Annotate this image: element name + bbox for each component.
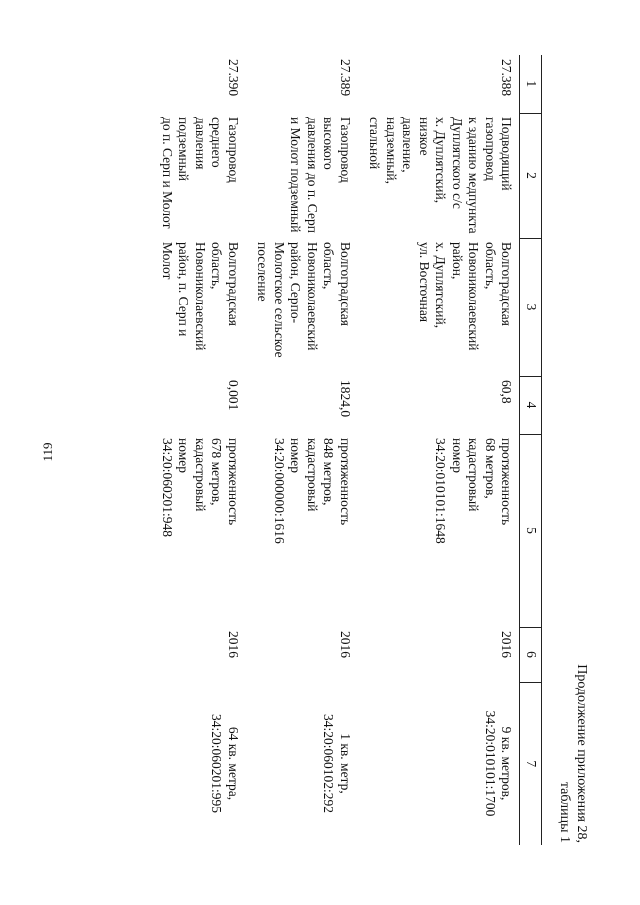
object-address <box>358 238 520 376</box>
cell-line: х. Дуплятский, <box>433 242 449 329</box>
header-cell: 3 <box>520 238 542 376</box>
cell-line: номер <box>288 438 304 474</box>
cell-line: кадастровый <box>193 438 208 512</box>
object-name <box>151 113 247 238</box>
object-characteristic <box>246 434 358 627</box>
row-number: 27.390 <box>226 59 241 97</box>
object-year: 2016 <box>338 631 353 658</box>
object-characteristic <box>151 434 247 627</box>
rotated-table-area <box>110 55 590 845</box>
table-row <box>151 55 247 845</box>
header-cell: 2 <box>520 113 542 238</box>
cell-line: Волгоградская область, <box>483 242 515 326</box>
object-value: 60,8 <box>499 380 515 404</box>
cell-line: номер <box>450 438 465 474</box>
cell-line: Подводящий газопровод <box>483 117 515 191</box>
cell-line: район, Серпо- <box>288 242 304 324</box>
cell-line: Волгоградская область, <box>321 242 353 326</box>
cell-line: 68 метров, <box>483 438 498 499</box>
caption-line-1: Продолжение приложения 28, <box>574 664 589 843</box>
cell-line: стальной <box>367 117 383 170</box>
cell-line: Дуплятского с/с <box>450 117 465 209</box>
cell-line: Новониколаевский <box>466 242 482 351</box>
cell-line: к зданию медпункта <box>466 117 482 234</box>
cell-line: 1 кв. метр, <box>338 733 353 794</box>
header-cell: 1 <box>520 55 542 113</box>
cell-line: кадастровый <box>305 438 320 512</box>
object-year: 2016 <box>226 631 241 658</box>
cell-line: 34:20:060201:995 <box>209 713 225 813</box>
cell-line: протяженность <box>499 438 515 526</box>
cell-line: Новониколаевский <box>193 242 208 351</box>
object-address <box>246 238 358 376</box>
object-address <box>151 238 247 376</box>
header-cell: 5 <box>520 434 542 627</box>
object-area <box>246 682 358 845</box>
cell-line: и Молот подземный <box>288 117 304 233</box>
cell-line: Волгоградская область, <box>209 242 241 326</box>
cell-line: х. Дуплятский, низкое <box>417 117 449 204</box>
row-number: 27.389 <box>338 59 353 97</box>
cell-line: поселение <box>255 242 271 302</box>
object-name <box>358 113 520 238</box>
page-number: 119 <box>40 442 55 462</box>
cell-line: Новониколаевский <box>305 242 320 351</box>
object-year: 2016 <box>499 631 515 658</box>
cell-line: район, <box>450 242 465 280</box>
cell-line: 9 кв. метров, <box>499 726 515 801</box>
header-cell: 4 <box>520 376 542 434</box>
cell-line: 678 метров, <box>209 438 225 506</box>
object-area <box>151 682 247 845</box>
cell-line: номер <box>176 438 192 474</box>
table-row <box>358 55 520 845</box>
object-value: 0,001 <box>226 380 241 411</box>
object-characteristic <box>358 434 520 627</box>
cell-line: 34:20:010101:1648 <box>433 438 449 544</box>
object-value: 1824,0 <box>338 380 353 418</box>
cell-line: 34:20:000000:1616 <box>272 438 287 544</box>
cell-line: 848 метров, <box>321 438 337 506</box>
header-row <box>520 55 542 845</box>
cell-line: протяженность <box>338 438 353 526</box>
row-number: 27.388 <box>499 59 515 97</box>
table-caption <box>556 495 590 843</box>
cell-line: 34:20:060201:948 <box>160 438 175 538</box>
cell-line: Газопровод среднего <box>209 117 241 183</box>
table-row <box>246 55 358 845</box>
cell-line: Газопровод высокого <box>321 117 353 183</box>
header-cell: 6 <box>520 627 542 682</box>
cell-line: давление, надземный, <box>384 117 416 185</box>
caption-line-2: таблицы 1 <box>557 781 572 843</box>
cell-line: давления подземный <box>176 117 208 182</box>
header-cell: 7 <box>520 682 542 845</box>
cell-line: кадастровый <box>466 438 482 512</box>
cell-line: ул. Восточная <box>417 242 432 323</box>
cell-line: до п. Серп и Молот <box>160 117 175 229</box>
cell-line: Молотское сельское <box>272 242 287 358</box>
cell-line: 34:20:010101:1700 <box>483 710 498 817</box>
object-name <box>246 113 358 238</box>
cell-line: 64 кв. метра, <box>226 726 241 801</box>
data-table <box>151 55 543 845</box>
cell-line: протяженность <box>226 438 241 526</box>
cell-line: 34:20:060102:292 <box>321 713 337 813</box>
cell-line: район, п. Серп и Молот <box>160 242 192 337</box>
object-area <box>358 682 520 845</box>
cell-line: давления до п. Серп <box>305 117 320 233</box>
